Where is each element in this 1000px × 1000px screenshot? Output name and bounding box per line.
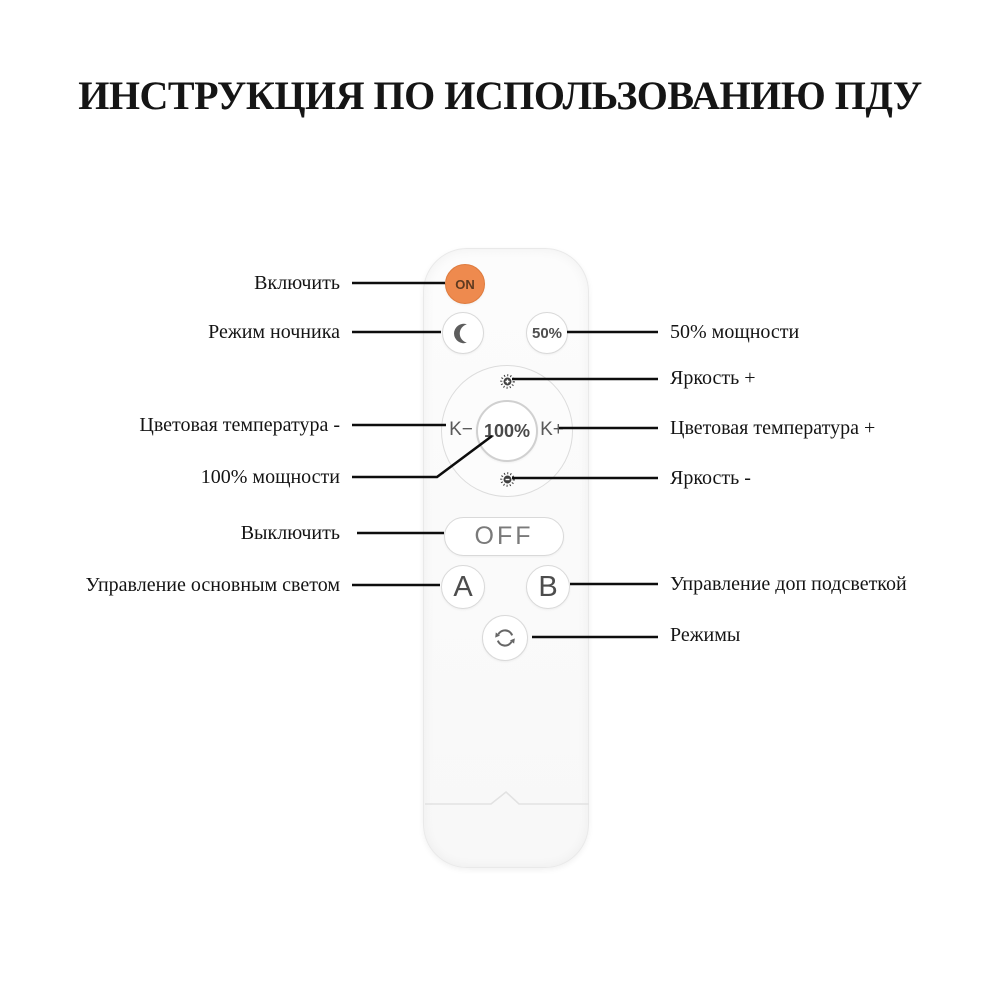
half-power-button: 50% bbox=[526, 312, 568, 354]
color-temp-plus-button: K+ bbox=[540, 419, 564, 440]
brightness-plus-icon bbox=[499, 373, 516, 390]
moon-icon bbox=[451, 321, 476, 346]
full-power-button: 100% bbox=[476, 400, 538, 462]
label-full-power: 100% мощности bbox=[200, 466, 340, 488]
off-button: OFF bbox=[444, 517, 564, 556]
label-turn-on: Включить bbox=[254, 272, 340, 294]
label-aux-light: Управление доп подсветкой bbox=[670, 573, 907, 595]
label-turn-off: Выключить bbox=[240, 522, 340, 544]
brightness-minus-icon bbox=[499, 471, 516, 488]
main-light-button: A bbox=[441, 565, 485, 609]
label-brightness-up: Яркость + bbox=[670, 367, 756, 389]
color-temp-minus-button: K− bbox=[449, 419, 473, 440]
brightness-down-button bbox=[499, 471, 516, 488]
remote-body bbox=[423, 248, 589, 868]
cycle-icon bbox=[492, 625, 518, 651]
label-color-temp-minus: Цветовая температура - bbox=[139, 414, 340, 436]
page-title: ИНСТРУКЦИЯ ПО ИСПОЛЬЗОВАНИЮ ПДУ bbox=[78, 73, 922, 118]
label-night-mode: Режим ночника bbox=[208, 321, 340, 343]
label-color-temp-plus: Цветовая температура + bbox=[670, 417, 876, 439]
label-main-light: Управление основным светом bbox=[85, 574, 340, 596]
night-mode-button bbox=[442, 312, 484, 354]
label-brightness-down: Яркость - bbox=[670, 467, 751, 489]
on-button: ON bbox=[445, 264, 485, 304]
label-half-power: 50% мощности bbox=[670, 321, 800, 343]
brightness-up-button bbox=[499, 373, 516, 390]
modes-button bbox=[482, 615, 528, 661]
aux-light-button: B bbox=[526, 565, 570, 609]
label-modes: Режимы bbox=[670, 624, 741, 646]
